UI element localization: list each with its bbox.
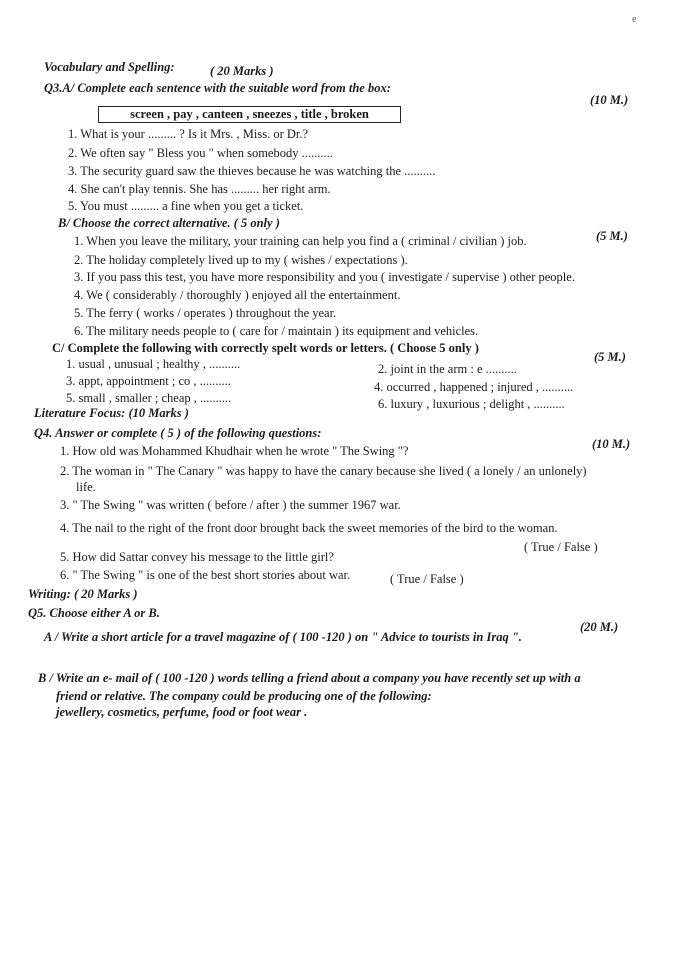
- q4-item: 2. The woman in " The Canary " was happy to have the canary because she lived ( a lonely / an unlonely): [60, 464, 587, 478]
- q3c-item: 3. appt, appointment ; co , ..........: [66, 374, 231, 388]
- q3c-item: 2. joint in the arm : e ..........: [378, 362, 517, 376]
- q5-option-b: jewellery, cosmetics, perfume, food or foot wear .: [56, 705, 308, 719]
- q3b-item: 2. The holiday completely lived up to my ( wishes / expectations ).: [74, 253, 408, 267]
- question-marks-q3a: (10 M.): [590, 93, 629, 107]
- q3a-item: 5. You must ......... a fine when you get a ticket.: [68, 199, 304, 213]
- q3b-item: 5. The ferry ( works / operates ) throughout the year.: [74, 306, 337, 320]
- q3a-item: 2. We often say " Bless you " when somebody ..........: [68, 146, 333, 160]
- question-title-q3c: C/ Complete the following with correctly spelt words or letters. ( Choose 5 only ): [52, 341, 479, 355]
- q5-option-b: B / Write an e- mail of ( 100 -120 ) words telling a friend about a company you have recently set up with a: [38, 671, 581, 685]
- question-title-q5: Q5. Choose either A or B.: [28, 606, 160, 620]
- question-title-q4: Q4. Answer or complete ( 5 ) of the following questions:: [34, 426, 322, 440]
- question-title-q3b: B/ Choose the correct alternative. ( 5 only ): [58, 216, 280, 230]
- question-marks-q3c: (5 M.): [594, 350, 626, 364]
- q3a-item: 4. She can't play tennis. She has ......... her right arm.: [68, 182, 331, 196]
- q3b-item: 1. When you leave the military, your training can help you find a ( criminal / civilian ) job.: [74, 234, 527, 248]
- q3c-item: 6. luxury , luxurious ; delight , ..........: [378, 397, 565, 411]
- q4-item: 6. " The Swing " is one of the best short stories about war.: [60, 568, 351, 582]
- q5-option-b: friend or relative. The company could be producing one of the following:: [56, 689, 432, 703]
- q4-item: 1. How old was Mohammed Khudhair when he wrote " The Swing "?: [60, 444, 409, 458]
- q3b-item: 3. If you pass this test, you have more responsibility and you ( investigate / supervise ) other people.: [74, 270, 575, 284]
- q5-option-a: A / Write a short article for a travel magazine of ( 100 -120 ) on " Advice to tourists in Iraq ".: [44, 630, 522, 644]
- q3c-item: 5. small , smaller ; cheap , ..........: [66, 391, 232, 405]
- question-marks-q5: (20 M.): [580, 620, 619, 634]
- q4-true-false: ( True / False ): [524, 540, 598, 554]
- q4-item-continuation: life.: [76, 480, 96, 494]
- q4-item: 3. " The Swing " was written ( before / after ) the summer 1967 war.: [60, 498, 401, 512]
- question-marks-q4: (10 M.): [592, 437, 631, 451]
- word-box: screen , pay , canteen , sneezes , title , broken: [98, 106, 401, 123]
- q4-true-false: ( True / False ): [390, 572, 464, 586]
- q4-item: 5. How did Sattar convey his message to the little girl?: [60, 550, 334, 564]
- q3a-item: 1. What is your ......... ? Is it Mrs. , Miss. or Dr.?: [68, 127, 309, 141]
- question-marks-q3b: (5 M.): [596, 229, 628, 243]
- q3c-item: 4. occurred , happened ; injured , ..........: [374, 380, 574, 394]
- q3b-item: 4. We ( considerably / thoroughly ) enjoyed all the entertainment.: [74, 288, 401, 302]
- question-title-q3a: Q3.A/ Complete each sentence with the suitable word from the box:: [44, 81, 391, 95]
- section-heading-literature: Literature Focus: (10 Marks ): [34, 406, 189, 420]
- section-marks-vocabulary: ( 20 Marks ): [210, 64, 274, 78]
- q3b-item: 6. The military needs people to ( care for / maintain ) its equipment and vehicles.: [74, 324, 479, 338]
- q3a-item: 3. The security guard saw the thieves because he was watching the ..........: [68, 164, 436, 178]
- section-heading-writing: Writing: ( 20 Marks ): [28, 587, 138, 601]
- q3c-item: 1. usual , unusual ; healthy , ..........: [66, 357, 241, 371]
- q4-item: 4. The nail to the right of the front door brought back the sweet memories of the bird to the woman.: [60, 521, 558, 535]
- section-heading-vocabulary: Vocabulary and Spelling:: [44, 60, 175, 74]
- corner-mark: e: [632, 14, 637, 25]
